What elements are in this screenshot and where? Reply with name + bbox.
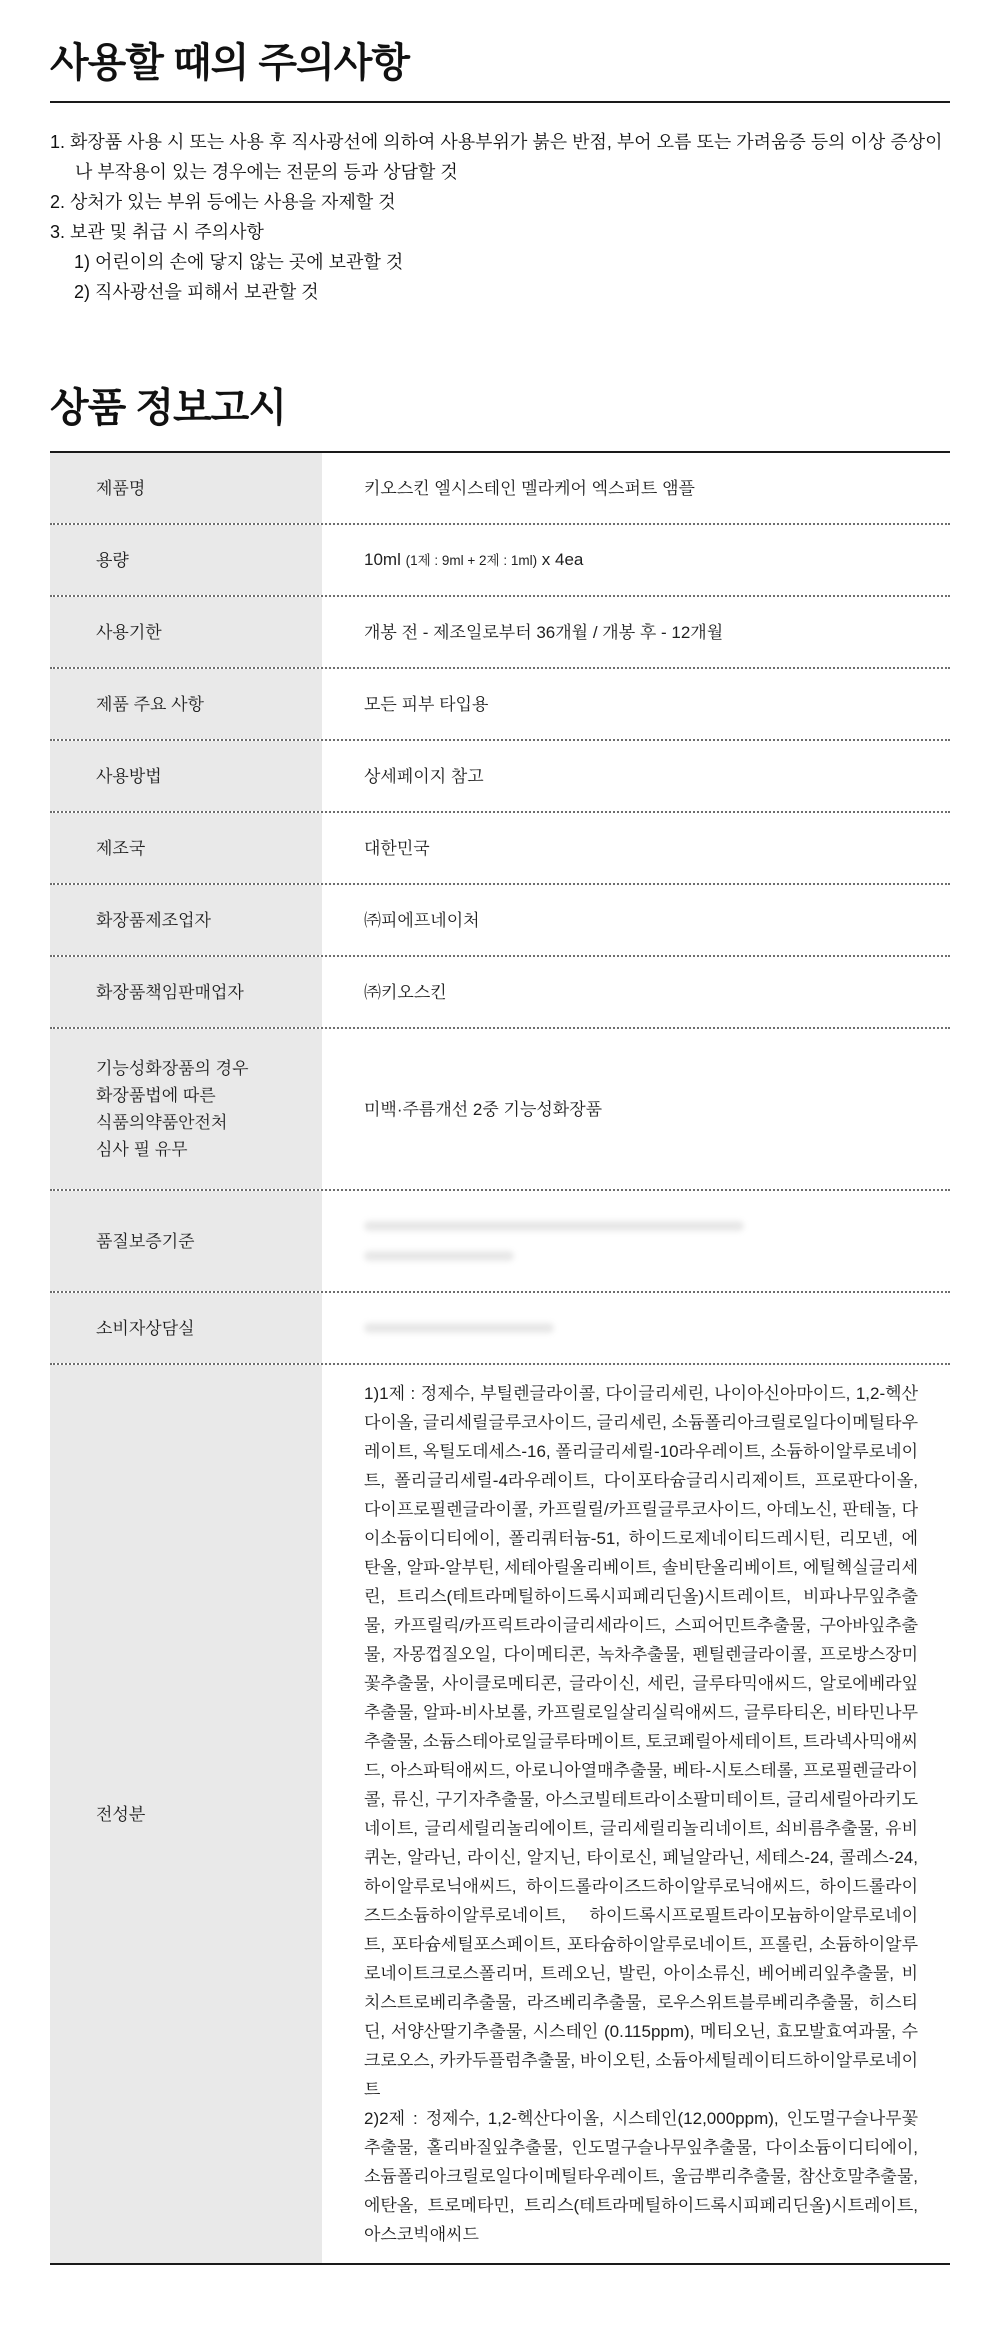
- blurred-value-line: [364, 1323, 554, 1333]
- blurred-value-line: [364, 1221, 744, 1231]
- row-label: 제조국: [50, 813, 322, 883]
- title-divider: [50, 101, 950, 103]
- row-label-line: 심사 필 유무: [96, 1140, 188, 1159]
- row-label: 화장품책임판매업자: [50, 957, 322, 1027]
- table-row: [50, 1027, 950, 1189]
- row-label: 제품명: [50, 453, 322, 523]
- blurred-value-line: [364, 1251, 514, 1261]
- row-value: 미백·주름개선 2중 기능성화장품: [364, 1099, 603, 1119]
- row-value: [322, 525, 950, 595]
- value-text: x 4ea: [537, 550, 584, 569]
- row-value: 개봉 전 - 제조일로부터 36개월 / 개봉 후 - 12개월: [364, 622, 724, 642]
- table-row: [50, 453, 950, 523]
- row-label: [50, 1029, 322, 1189]
- row-label: 품질보증기준: [50, 1191, 322, 1291]
- row-value: [322, 1293, 950, 1363]
- precaution-item: 2. 상처가 있는 부위 등에는 사용을 자제할 것: [50, 192, 396, 212]
- precaution-item: 3. 보관 및 취급 시 주의사항: [50, 222, 264, 242]
- row-label-line: 식품의약품안전처: [96, 1113, 228, 1132]
- product-notice-section: [50, 385, 950, 2265]
- table-row: [50, 1291, 950, 1363]
- table-row: [50, 811, 950, 883]
- precautions-section: [50, 40, 950, 307]
- row-label: 소비자상담실: [50, 1293, 322, 1363]
- precaution-sub-item: 1) 어린이의 손에 닿지 않는 곳에 보관할 것: [74, 252, 404, 272]
- row-value: [322, 1191, 950, 1291]
- table-row: [50, 883, 950, 955]
- row-value: 상세페이지 참고: [364, 766, 484, 786]
- row-label-line: 화장품법에 따른: [96, 1086, 216, 1105]
- table-row: [50, 1189, 950, 1291]
- row-label: 사용방법: [50, 741, 322, 811]
- notice-table: [50, 451, 950, 2265]
- row-value: 모든 피부 타입용: [364, 694, 489, 714]
- row-value: [322, 1365, 950, 2263]
- precaution-item: 1. 화장품 사용 시 또는 사용 후 직사광선에 의하여 사용부위가 붉은 반점, 부어 오름 또는 가려움증 등의 이상 증상이나 부작용이 있는 경우에는 전문의 등과 상담할 것: [50, 132, 943, 182]
- row-value: 키오스킨 엘시스테인 멜라케어 엑스퍼트 앰플: [364, 478, 695, 498]
- table-row: [50, 739, 950, 811]
- product-notice-title: 상품 정보고시: [50, 386, 286, 430]
- precautions-title: 사용할 때의 주의사항: [50, 41, 409, 85]
- row-label: 전성분: [50, 1365, 322, 2263]
- ingredients-paragraph: 2)2제 : 정제수, 1,2-헥산다이올, 시스테인(12,000ppm), 인도멀구슬나무꽃추출물, 홀리바질잎추출물, 인도멀구슬나무잎추출물, 다이소듐이디티에이, 소듐폴리아크릴로일다이메틸타우레이트, 울금뿌리추출물, 참산호말추출물, 에탄올, 트로메타민, 트리스(테트라메틸하이드록시피페리딘올)시트레이트, 아스코빅애씨드: [364, 2109, 918, 2244]
- table-row: [50, 1363, 950, 2263]
- row-value: 대한민국: [364, 838, 430, 858]
- table-row: [50, 595, 950, 667]
- precaution-list: [50, 127, 950, 307]
- row-value-line: [364, 545, 918, 575]
- row-value: ㈜키오스킨: [364, 982, 447, 1002]
- table-row: [50, 955, 950, 1027]
- precaution-sub-item: 2) 직사광선을 피해서 보관할 것: [74, 282, 319, 302]
- value-small-text: (1제 : 9ml + 2제 : 1ml): [405, 553, 538, 568]
- row-label: 용량: [50, 525, 322, 595]
- table-row: [50, 523, 950, 595]
- table-row: [50, 667, 950, 739]
- row-label: 화장품제조업자: [50, 885, 322, 955]
- row-label-line: 기능성화장품의 경우: [96, 1059, 249, 1078]
- row-label: 제품 주요 사항: [50, 669, 322, 739]
- value-text: 10ml: [364, 550, 406, 569]
- ingredients-paragraph: 1)1제 : 정제수, 부틸렌글라이콜, 다이글리세린, 나이아신아마이드, 1,2-헥산다이올, 글리세릴글루코사이드, 글리세린, 소듐폴리아크릴로일다이메틸타우레이트, 옥틸도데세스-16, 폴리글리세릴-10라우레이트, 소듐하이알루로네이트, 폴리글리세릴-4라우레이트, 다이포타슘글리시리제이트, 프로판다이올, 다이프로필렌글라이콜, 카프릴릴/카프릴글루코사이드, 아데노신, 판테놀, 다이소듐이디티에이, 폴리쿼터늄-51, 하이드로제네이티드레시틴, 리모넨, 에탄올, 알파-알부틴, 세테아릴올리베이트, 솔비탄올리베이트, 에틸헥실글리세린, 트리스(테트라메틸하이드록시피페리딘올)시트레이트, 비파나무잎추출물, 카프릴릭/카프릭트라이글리세라이드, 스피어민트추출물, 구아바잎추출물, 자몽껍질오일, 다이메티콘, 녹차추출물, 펜틸렌글라이콜, 프로방스장미꽃추출물, 사이클로메티콘, 글라이신, 세린, 글루타믹애씨드, 알로에베라잎추출물, 알파-비사보롤, 카프릴로일살리실릭애씨드, 글루타티온, 비타민나무추출물, 소듐스테아로일글루타메이트, 토코페릴아세테이트, 트라넥사믹애씨드, 아스파틱애씨드, 아로니아열매추출물, 베타-시토스테롤, 프로필렌글라이콜, 류신, 구기자추출물, 아스코빌테트라이소팔미테이트, 글리세릴아라키도네이트, 글리세릴리놀리에이트, 글리세릴리놀리네이트, 쇠비름추출물, 유비퀴논, 알라닌, 라이신, 알지닌, 타이로신, 페닐알라닌, 세테스-24, 콜레스-24, 하이알루로닉애씨드, 하이드롤라이즈드하이알루로닉애씨드, 하이드롤라이즈드소듐하이알루로네이트, 하이드록시프로필트라이모늄하이알루로네이트, 포타슘세틸포스페이트, 포타슘하이알루로네이트, 프롤린, 소듐하이알루로네이트크로스폴리머, 트레오닌, 발린, 아이소류신, 베어베리잎추출물, 비치스트로베리추출물, 라즈베리추출물, 로우스위트블루베리추출물, 히스티딘, 서양산딸기추출물, 시스테인 (0.115ppm), 메티오닌, 효모발효여과물, 수크로오스, 카카두플럼추출물, 바이오틴, 소듐아세틸레이티드하이알루로네이트: [364, 1384, 918, 2099]
- row-label: 사용기한: [50, 597, 322, 667]
- row-value: ㈜피에프네이처: [364, 910, 480, 930]
